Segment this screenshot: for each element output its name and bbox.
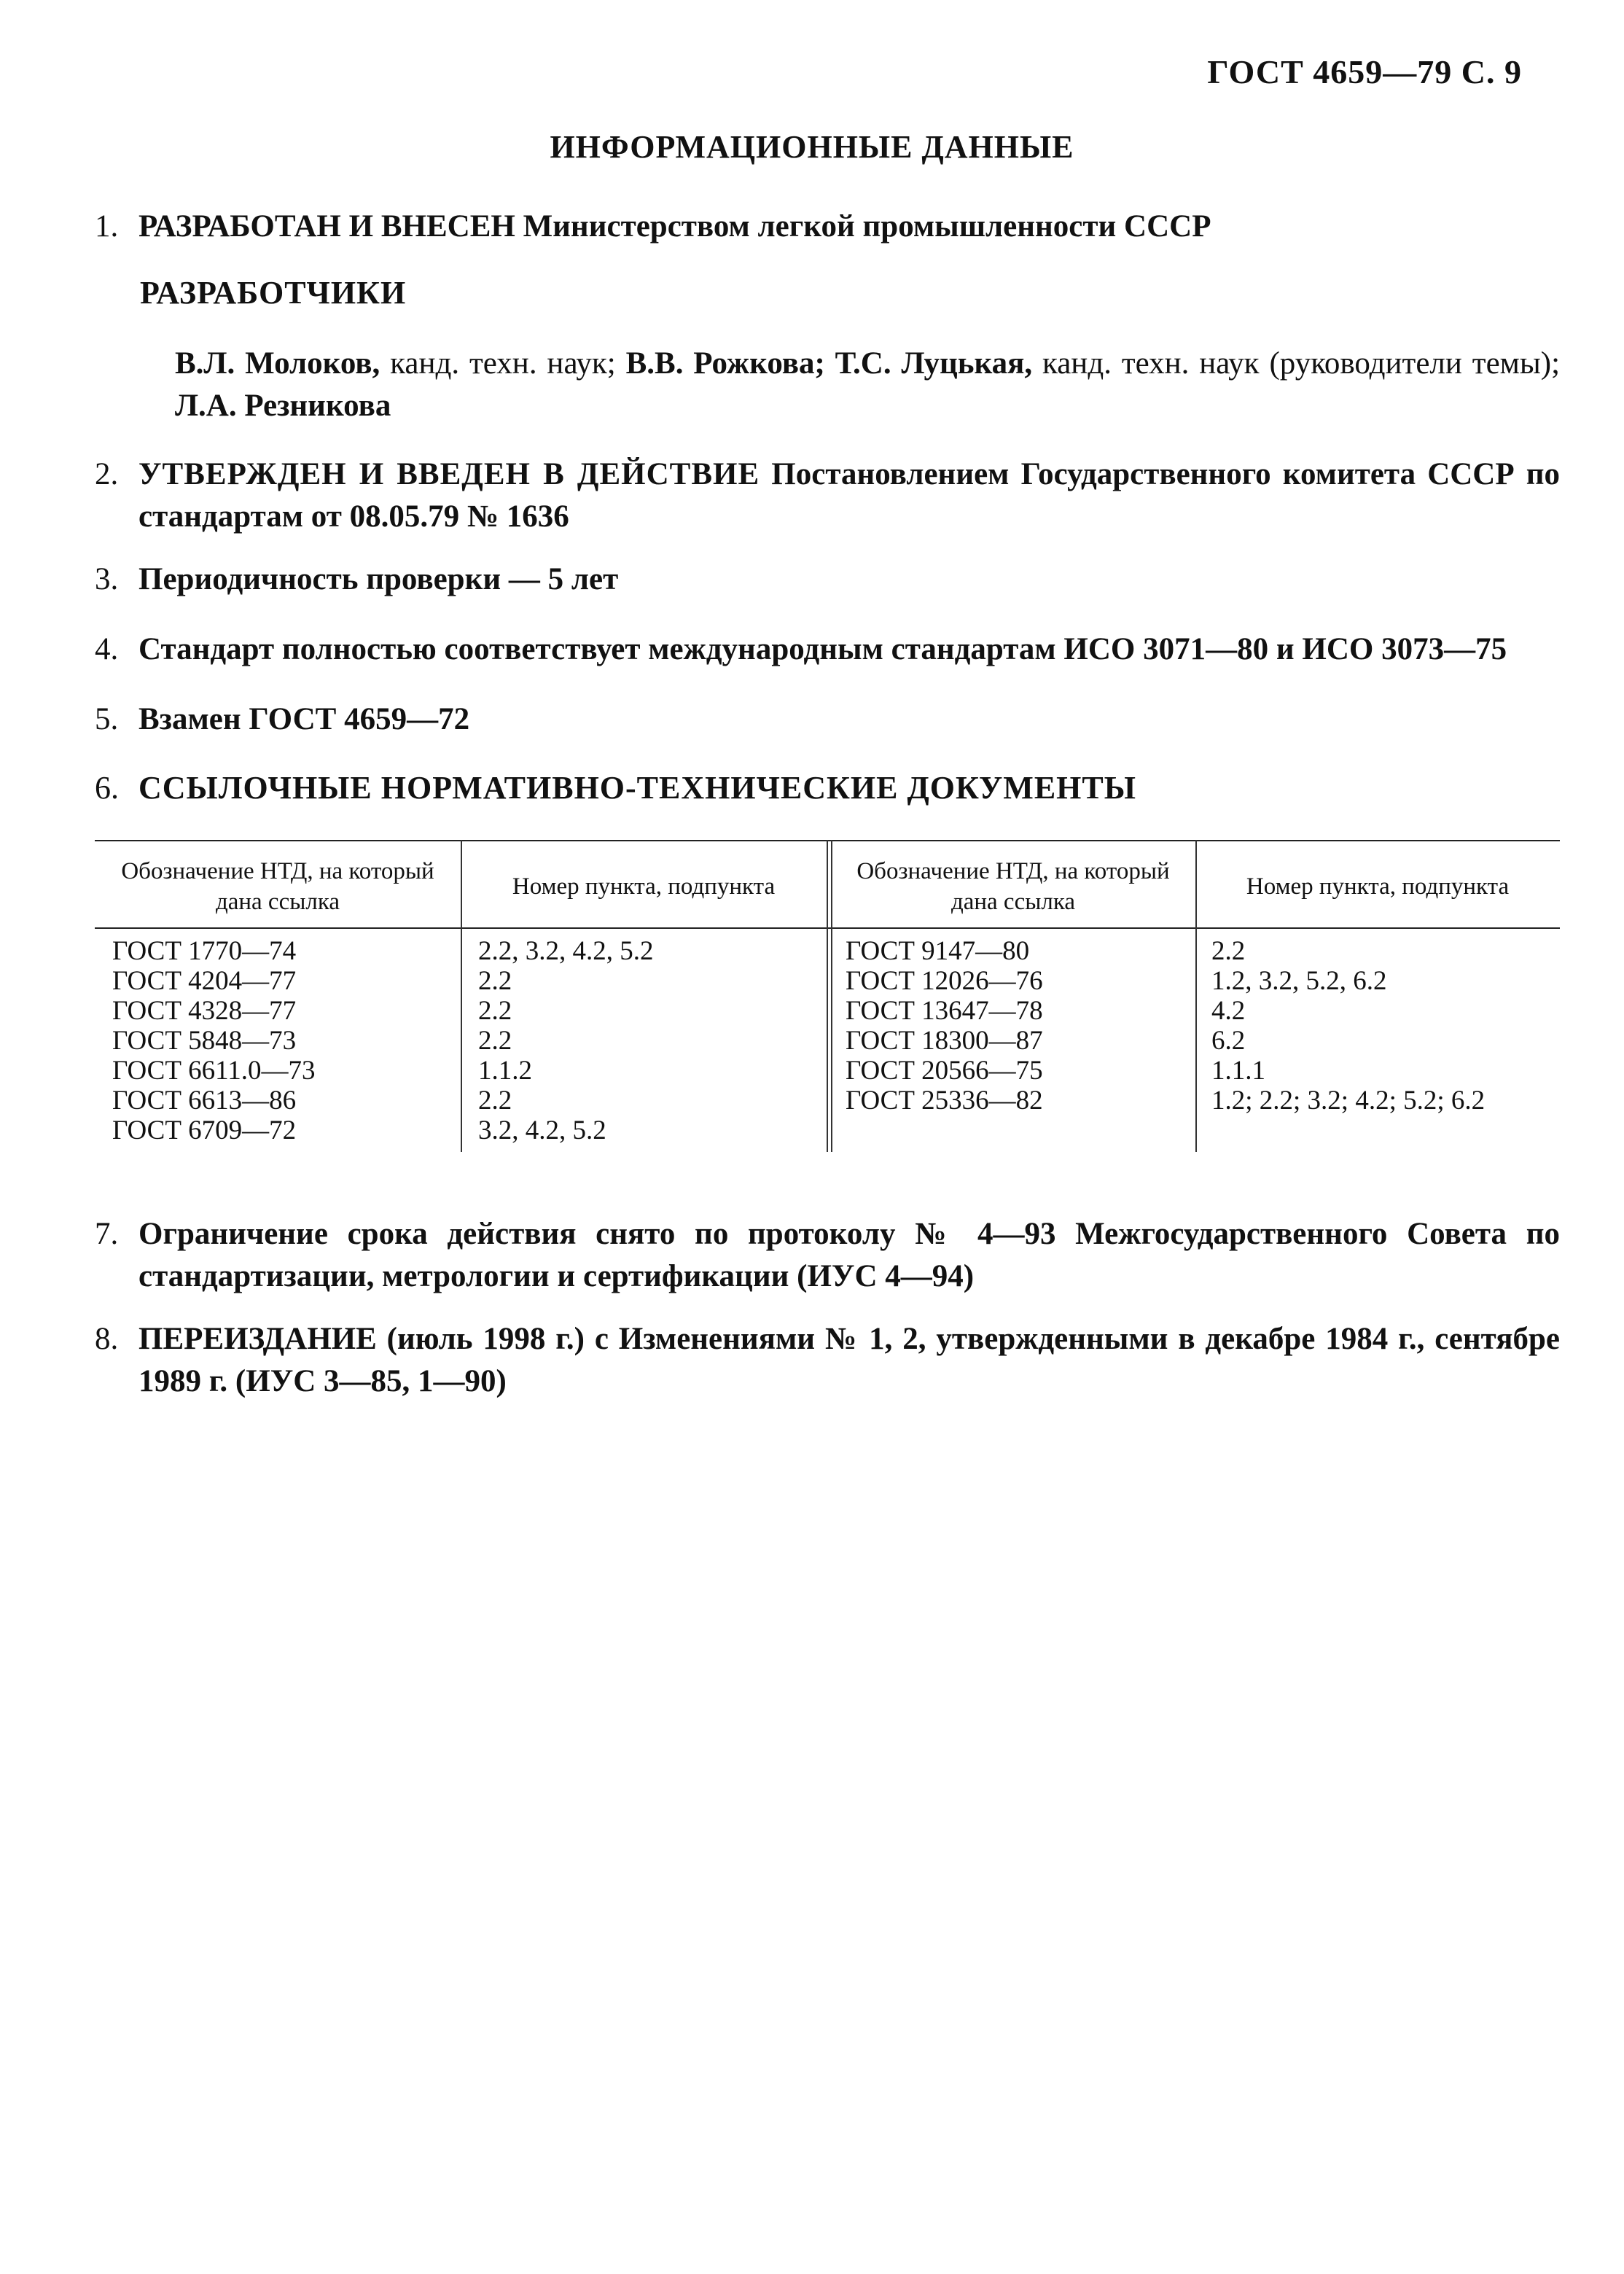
item-2-lead: УТВЕРЖДЕН И ВВЕДЕН В ДЕЙСТВИЕ [138, 457, 760, 491]
table-cell: ГОСТ 4204—77 [112, 966, 297, 996]
table-cell: 3.2, 4.2, 5.2 [478, 1115, 606, 1145]
table-left-clause-column [478, 936, 654, 1145]
table-cell: ГОСТ 6709—72 [112, 1115, 297, 1145]
item-4 [95, 628, 1560, 671]
item-3 [95, 558, 1560, 601]
table-header-left-clause: Номер пункта, подпункта [512, 873, 776, 900]
table-cell: 2.2 [478, 1026, 512, 1056]
table-cell: 2.2, 3.2, 4.2, 5.2 [478, 936, 654, 966]
table-header-right-doc: Обозначение НТД, на который дана ссылка [856, 858, 1170, 915]
table-header-right-clause: Номер пункта, подпункта [1246, 873, 1510, 900]
developer-4-name: Л.А. Резникова [175, 389, 391, 423]
table-cell: ГОСТ 6611.0—73 [112, 1056, 316, 1086]
table-cell: ГОСТ 13647—78 [846, 996, 1043, 1026]
table-cell: ГОСТ 4328—77 [112, 996, 297, 1026]
item-6-text: ССЫЛОЧНЫЕ НОРМАТИВНО-ТЕХНИЧЕСКИЕ ДОКУМЕНТЫ [138, 770, 1136, 806]
item-5 [95, 698, 1560, 741]
table-right-doc-column [846, 936, 1043, 1115]
table-cell: 2.2 [478, 996, 512, 1026]
developer-1-name: В.Л. Молоков, [175, 346, 380, 381]
item-7-number: 7. [95, 1217, 119, 1251]
table-cell: 1.1.1 [1211, 1056, 1265, 1086]
table-col-divider-3 [1195, 840, 1197, 1152]
item-1-number: 1. [95, 209, 119, 244]
table-cell: ГОСТ 12026—76 [846, 966, 1043, 996]
item-4-text: Стандарт полностью соответствует международным стандартам ИСО 3071—80 и ИСО 3073—75 [138, 632, 1507, 666]
table-cell: ГОСТ 9147—80 [846, 936, 1030, 966]
reference-table [95, 840, 1560, 1152]
item-7-text: Ограничение срока действия снято по протоколу № 4—93 Межгосударственного Совета по стандартизации, метрологии и сертификации (ИУС 4—94) [138, 1217, 1560, 1293]
item-3-text: Периодичность проверки — 5 лет [138, 562, 619, 596]
item-5-text: Взамен ГОСТ 4659—72 [138, 702, 470, 736]
item-8 [95, 1318, 1560, 1403]
developers-heading: РАЗРАБОТЧИКИ [140, 275, 407, 311]
table-header-left-doc: Обозначение НТД, на который дана ссылка [121, 858, 434, 915]
table-cell: 1.1.2 [478, 1056, 532, 1086]
table-col-divider-2b [831, 840, 832, 1152]
developer-1-title: канд. техн. наук; [390, 346, 616, 381]
developer-3-name: Т.С. Луцькая, [835, 346, 1033, 381]
document-title: ИНФОРМАЦИОННЫЕ ДАННЫЕ [550, 129, 1074, 165]
developers-list [175, 343, 1560, 427]
item-6-number: 6. [95, 770, 119, 806]
table-cell: 2.2 [1211, 936, 1246, 966]
table-col-divider-2a [827, 840, 828, 1152]
table-cell: 2.2 [478, 966, 512, 996]
item-4-number: 4. [95, 632, 119, 666]
item-5-number: 5. [95, 702, 119, 736]
item-7 [95, 1213, 1560, 1298]
table-cell: 6.2 [1211, 1026, 1246, 1056]
table-cell: ГОСТ 5848—73 [112, 1026, 297, 1056]
item-8-text: ПЕРЕИЗДАНИЕ (июль 1998 г.) с Изменениями № 1, 2, утвержденными в декабре 1984 г., сентябре 1989 г. (ИУС 3—85, 1—90) [138, 1322, 1560, 1398]
table-col-divider-1 [461, 840, 462, 1152]
table-cell: ГОСТ 1770—74 [112, 936, 297, 966]
table-cell: ГОСТ 18300—87 [846, 1026, 1043, 1056]
item-2-number: 2. [95, 457, 119, 491]
item-1-text: РАЗРАБОТАН И ВНЕСЕН Министерством легкой промышленности СССР [138, 209, 1211, 244]
table-cell: ГОСТ 20566—75 [846, 1056, 1043, 1086]
table-right-clause-column [1211, 936, 1485, 1115]
item-6 [95, 767, 1560, 809]
item-1 [95, 206, 1560, 248]
table-cell: ГОСТ 6613—86 [112, 1086, 297, 1115]
table-left-doc-column [112, 936, 316, 1145]
table-cell: 4.2 [1211, 996, 1246, 1026]
item-2-body: Постановлением Государственного комитета СССР по стандартам от 08.05.79 № 1636 [138, 457, 1561, 534]
table-cell: 1.2; 2.2; 3.2; 4.2; 5.2; 6.2 [1211, 1086, 1486, 1115]
table-cell: 2.2 [478, 1086, 512, 1115]
developer-2-name: В.В. Рожкова; [625, 346, 825, 381]
item-2-text [138, 453, 1560, 538]
item-2 [95, 453, 1560, 538]
developer-3-title: канд. техн. наук (руководители темы); [1042, 346, 1561, 381]
table-cell: 1.2, 3.2, 5.2, 6.2 [1211, 966, 1387, 996]
table-cell: ГОСТ 25336—82 [846, 1086, 1043, 1115]
item-3-number: 3. [95, 562, 119, 596]
item-8-number: 8. [95, 1322, 119, 1356]
page-header-ref: ГОСТ 4659—79 С. 9 [1207, 53, 1522, 90]
